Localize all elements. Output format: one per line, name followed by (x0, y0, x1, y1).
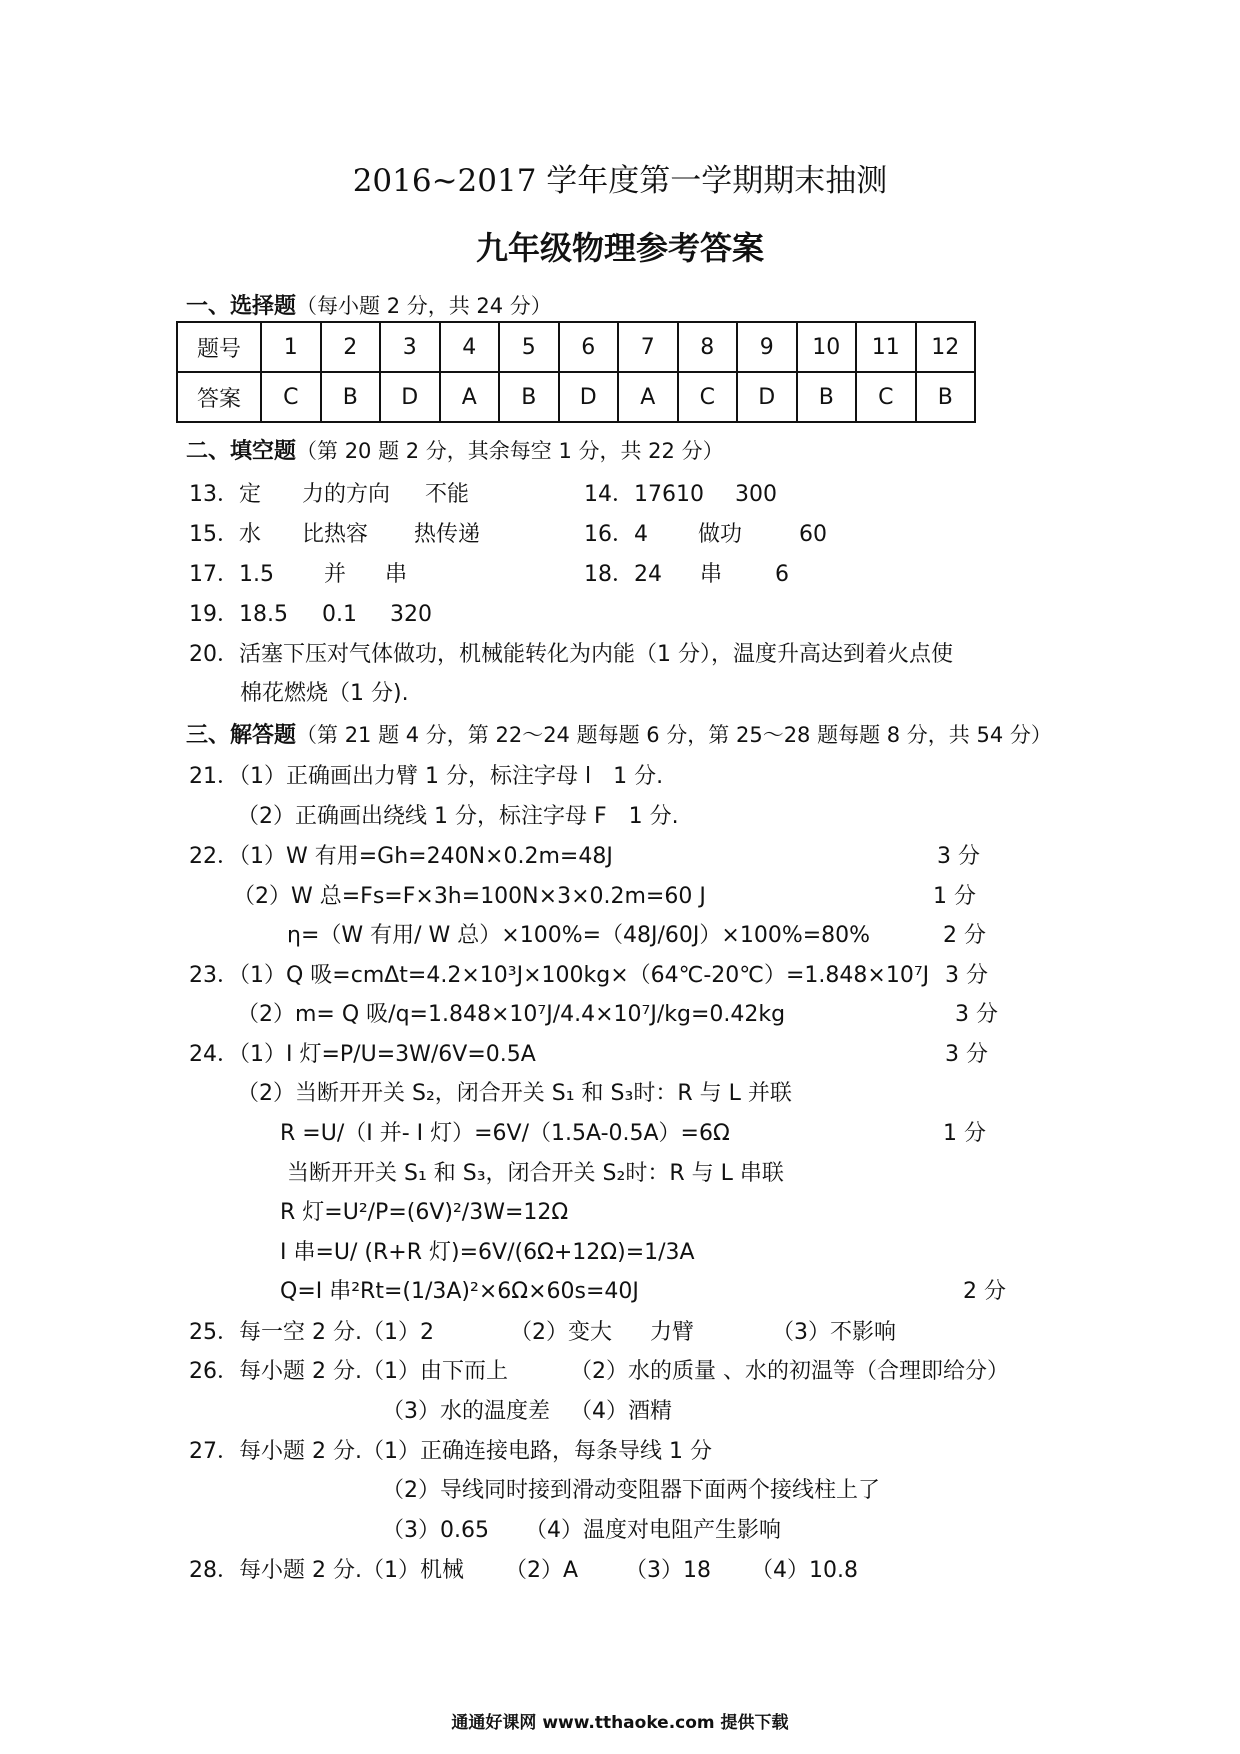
section3-note: （第 21 题 4 分，第 22～24 题每题 6 分，第 25～28 题每题 8 分，共 54 分） (296, 723, 1052, 747)
section3-label: 三、解答题 (186, 723, 297, 748)
answer-16-c: 60 (799, 522, 827, 547)
table-cell: C (261, 372, 321, 422)
answer-15-b: 比热容 (302, 522, 369, 547)
answer-17-a: 17．1.5 (189, 562, 274, 587)
answer-27-1: 27．每小题 2 分.（1）正确连接电路，每条导线 1 分 (189, 1439, 712, 1464)
answer-13-a: 13．定 (189, 482, 261, 507)
answer-18-b: 串 (700, 562, 723, 587)
table-header-number: 题号 (177, 322, 261, 372)
table-cell: 9 (737, 322, 797, 372)
answer-23-1: 23．（1）Q 吸=cmΔt=4.2×10³J×100kg×（64℃-20℃）=1.848×10⁷J (189, 963, 930, 988)
answer-24-6: I 串=U/ (R+R 灯)=6V/(6Ω+12Ω)=1/3A (280, 1240, 695, 1265)
answer-28-a: 28．每小题 2 分.（1）机械 (189, 1558, 464, 1583)
answer-17-b: 并 (324, 562, 347, 587)
answer-16-a: 16．4 (584, 522, 648, 547)
answer-26-d: （4）酒精 (570, 1399, 672, 1424)
answer-16-b: 做功 (698, 522, 743, 547)
score-22-2: 1 分 (933, 884, 976, 909)
answer-25-a: 25．每一空 2 分.（1）2 (189, 1320, 434, 1345)
section1-heading (186, 296, 552, 318)
answer-24-5: R 灯=U²/P=(6V)²/3W=12Ω (280, 1200, 569, 1225)
answer-21-2: （2）正确画出绕线 1 分，标注字母 F 1 分. (237, 804, 679, 829)
section2-note: （第 20 题 2 分，其余每空 1 分，共 22 分） (296, 439, 724, 463)
score-23-1: 3 分 (945, 963, 988, 988)
answer-17-c: 串 (385, 562, 408, 587)
answer-27-3a: （3）0.65 (382, 1518, 489, 1543)
answer-24-4: 当断开开关 S₁ 和 S₃，闭合开关 S₂时：R 与 L 串联 (287, 1161, 784, 1186)
answer-27-2: （2）导线同时接到滑动变阻器下面两个接线柱上了 (382, 1478, 880, 1503)
section2-label: 二、填空题 (186, 439, 297, 464)
table-cell: 11 (856, 322, 916, 372)
table-cell: 12 (916, 322, 976, 372)
table-cell: A (618, 372, 678, 422)
answer-20-line2: 棉花燃烧（1 分). (240, 681, 409, 706)
answer-25-c: 力臂 (650, 1320, 695, 1345)
answer-18-c: 6 (775, 562, 789, 587)
table-cell: 1 (261, 322, 321, 372)
answer-21-1: 21．（1）正确画出力臂 1 分，标注字母 l 1 分. (189, 764, 664, 789)
answer-14-b: 300 (735, 482, 777, 507)
answer-23-2: （2）m= Q 吸/q=1.848×10⁷J/4.4×10⁷J/kg=0.42kg (237, 1002, 786, 1027)
answer-28-c: （3）18 (625, 1558, 711, 1583)
answer-24-7: Q=I 串²Rt=(1/3A)²×6Ω×60s=40J (280, 1279, 639, 1304)
answer-26-c: （3）水的温度差 (382, 1399, 550, 1424)
answer-28-d: （4）10.8 (751, 1558, 858, 1583)
table-row-answers (177, 372, 975, 422)
score-24-3: 1 分 (943, 1121, 986, 1146)
answer-25-d: （3）不影响 (772, 1320, 896, 1345)
table-cell: C (856, 372, 916, 422)
answer-22-3: η=（W 有用/ W 总）×100%=（48J/60J）×100%=80% (287, 923, 871, 948)
table-cell: B (916, 372, 976, 422)
section2-heading (186, 441, 724, 463)
section1-note: （每小题 2 分，共 24 分） (296, 294, 552, 318)
table-cell: D (380, 372, 440, 422)
answer-26-a: 26．每小题 2 分.（1）由下而上 (189, 1359, 508, 1384)
answer-15-a: 15．水 (189, 522, 261, 547)
score-22-1: 3 分 (937, 844, 980, 869)
answer-19-b: 0.1 (322, 602, 357, 627)
answer-24-3: R =U/（I 并- I 灯）=6V/（1.5A-0.5A）=6Ω (280, 1121, 730, 1146)
score-22-3: 2 分 (943, 923, 986, 948)
answer-table (176, 321, 976, 423)
table-cell: B (797, 372, 857, 422)
table-cell: 3 (380, 322, 440, 372)
table-cell: C (678, 372, 738, 422)
answer-24-2: （2）当断开开关 S₂，闭合开关 S₁ 和 S₃时：R 与 L 并联 (237, 1081, 792, 1106)
answer-20-line1: 20．活塞下压对气体做功，机械能转化为内能（1 分），温度升高达到着火点使 (189, 642, 953, 667)
answer-13-b: 力的方向 (302, 482, 391, 507)
table-cell: A (440, 372, 500, 422)
table-cell: 6 (559, 322, 619, 372)
section1-label: 一、选择题 (186, 294, 297, 319)
table-cell: 8 (678, 322, 738, 372)
footer-text: 通通好课网 www.tthaoke.com 提供下载 (451, 1713, 789, 1733)
table-cell: B (321, 372, 381, 422)
table-cell: 10 (797, 322, 857, 372)
answer-24-1: 24．（1）I 灯=P/U=3W/6V=0.5A (189, 1042, 536, 1067)
table-cell: 5 (499, 322, 559, 372)
table-cell: 7 (618, 322, 678, 372)
answer-22-1: 22．（1）W 有用=Gh=240N×0.2m=48J (189, 844, 613, 869)
score-24-7: 2 分 (963, 1279, 1006, 1304)
answer-15-c: 热传递 (414, 522, 481, 547)
answer-13-c: 不能 (425, 482, 470, 507)
answer-14-a: 14．17610 (584, 482, 704, 507)
table-cell: 4 (440, 322, 500, 372)
table-row-numbers (177, 322, 975, 372)
score-23-2: 3 分 (955, 1002, 998, 1027)
answer-19-c: 320 (390, 602, 432, 627)
table-cell: D (737, 372, 797, 422)
table-cell: D (559, 372, 619, 422)
score-24-1: 3 分 (945, 1042, 988, 1067)
table-cell: 2 (321, 322, 381, 372)
document-subtitle: 九年级物理参考答案 (475, 229, 764, 267)
section3-heading (186, 725, 1052, 747)
document-title: 2016~2017 学年度第一学期期末抽测 (352, 163, 888, 199)
table-header-answer: 答案 (177, 372, 261, 422)
answer-18-a: 18．24 (584, 562, 662, 587)
answer-19-a: 19．18.5 (189, 602, 288, 627)
answer-28-b: （2）A (505, 1558, 579, 1583)
answer-27-3b: （4）温度对电阻产生影响 (525, 1518, 781, 1543)
table-cell: B (499, 372, 559, 422)
answer-25-b: （2）变大 (510, 1320, 612, 1345)
answer-26-b: （2）水的质量 、水的初温等（合理即给分） (570, 1359, 1009, 1384)
answer-22-2: （2）W 总=Fs=F×3h=100N×3×0.2m=60 J (233, 884, 706, 909)
